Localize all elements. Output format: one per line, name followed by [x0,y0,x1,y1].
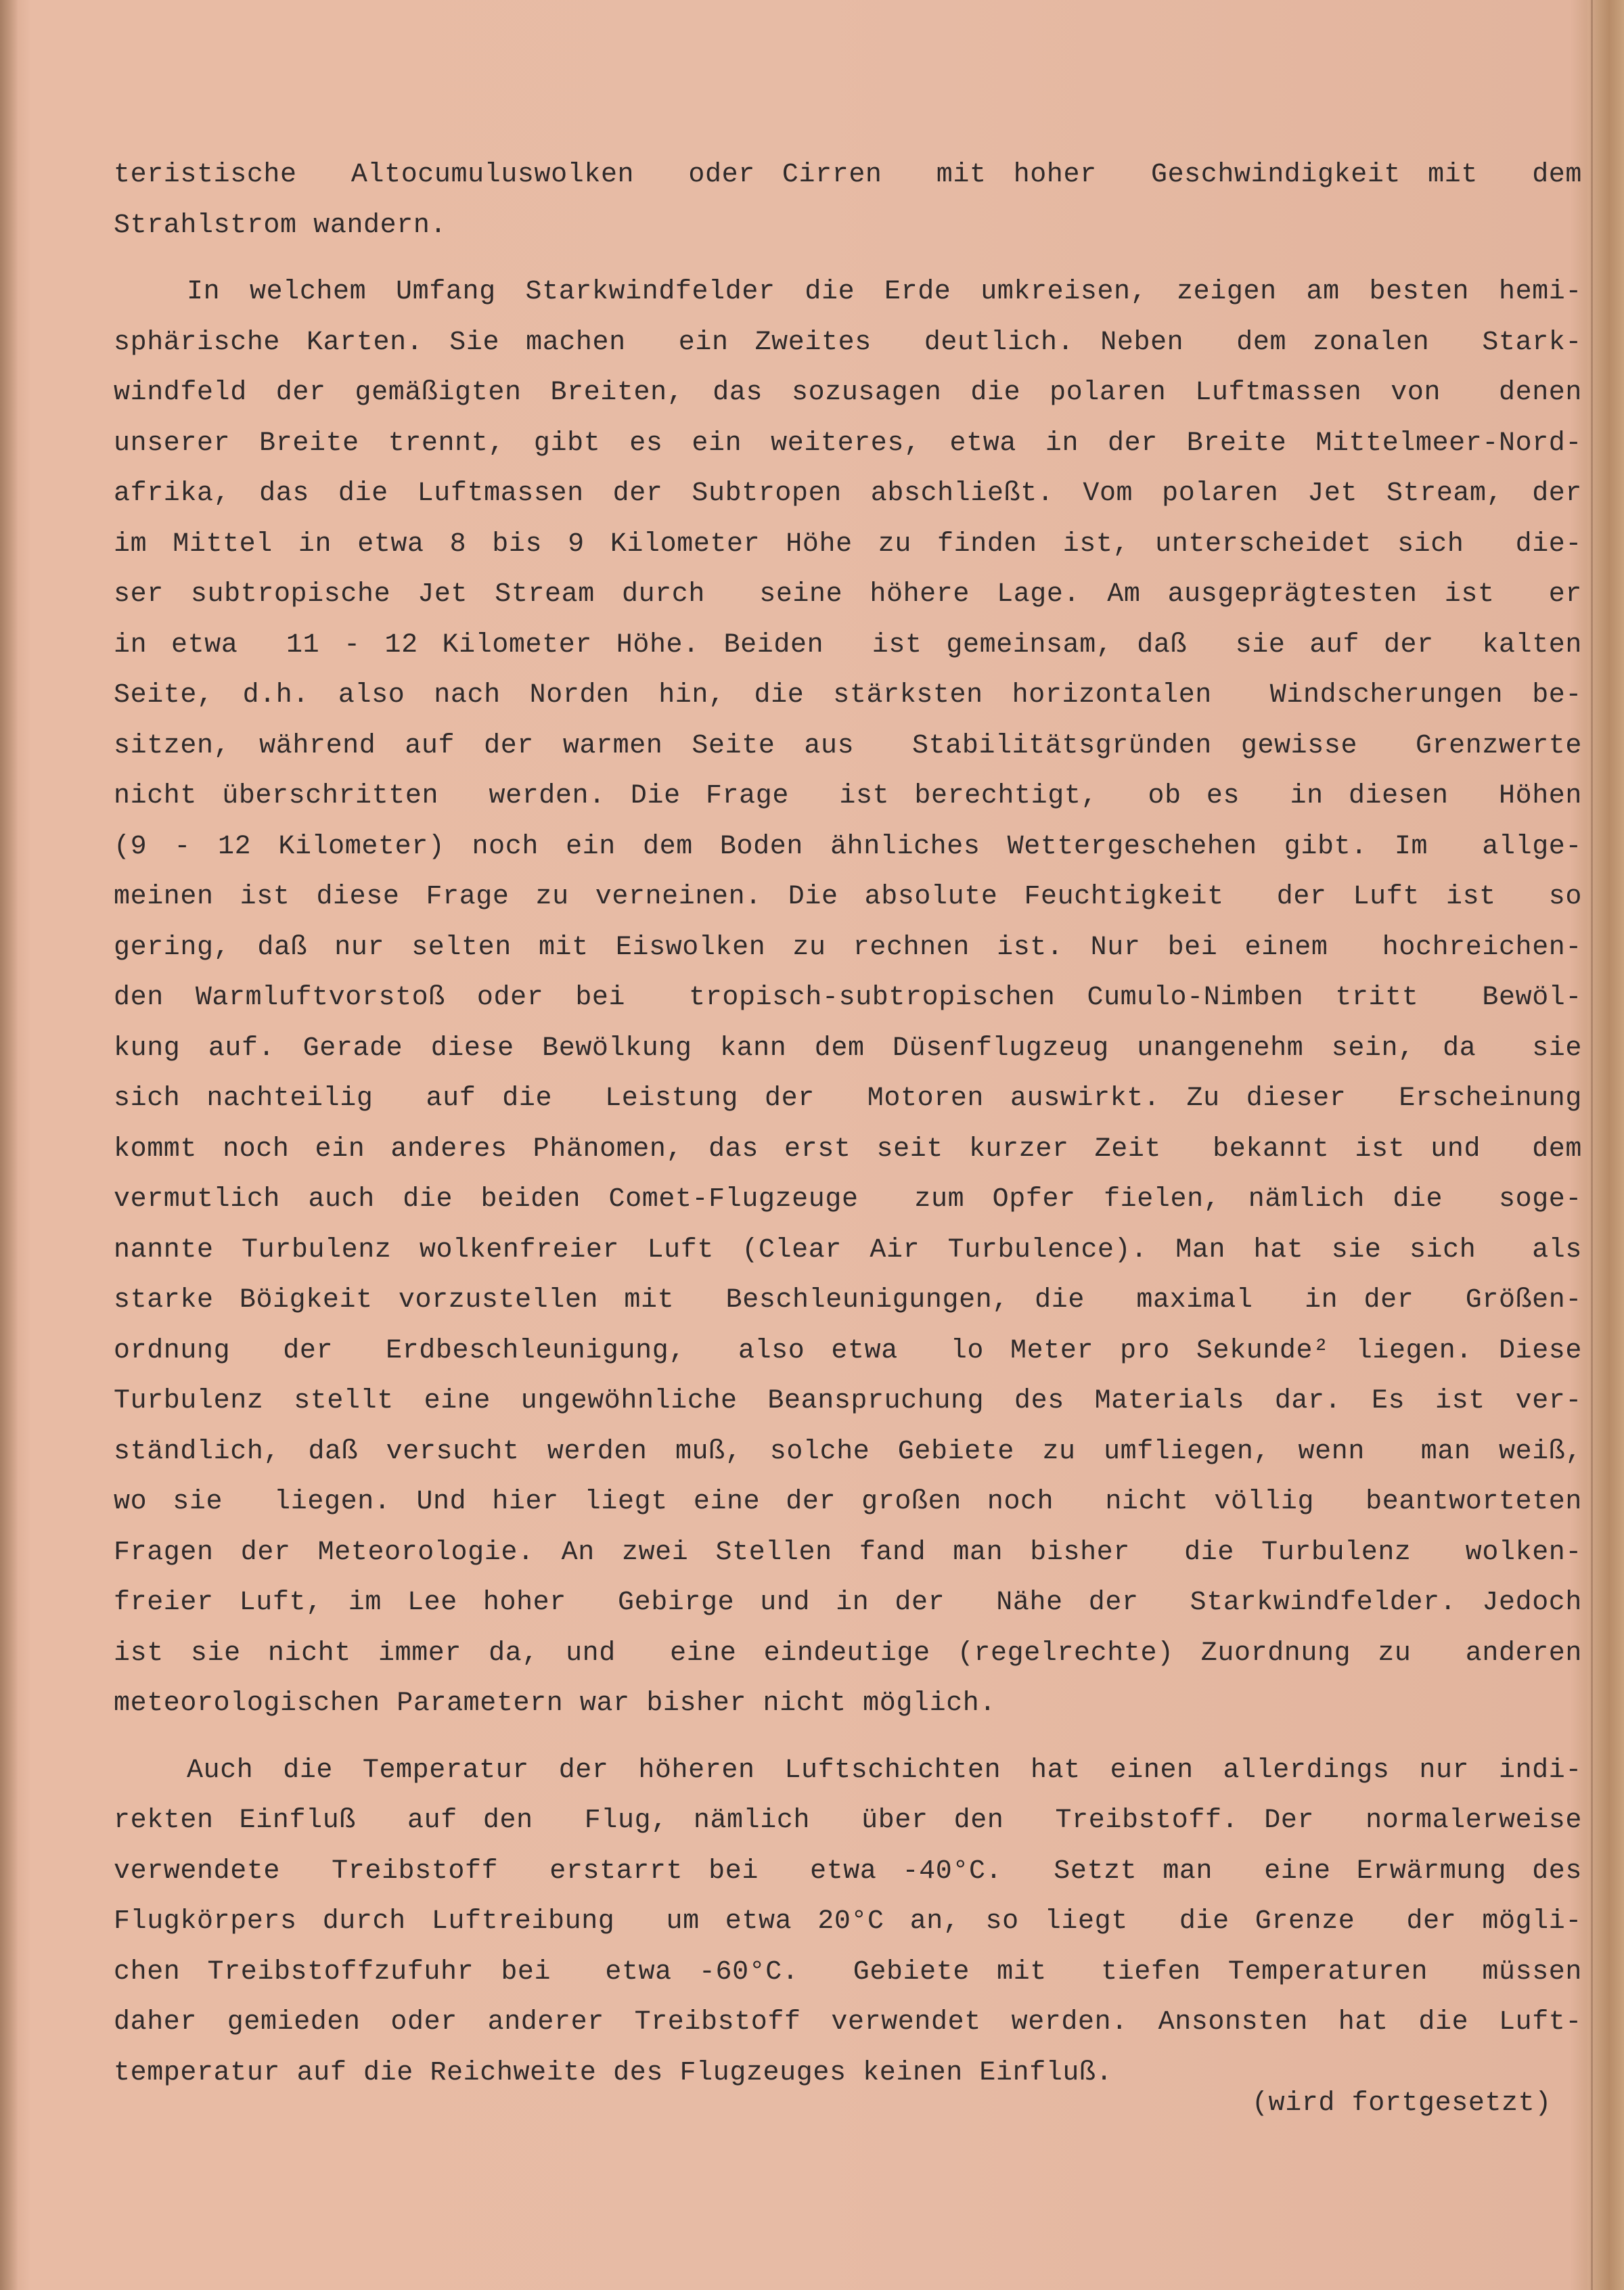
paragraph-3 [114,1746,1582,2099]
text-line: kommt noch ein anderes Phänomen, das erst seit kurzer Zeit bekannt ist und dem [114,1133,1582,1165]
text-line: starke Böigkeit vorzustellen mit Beschleunigungen, die maximal in der Größen- [114,1285,1582,1316]
typed-text-body [114,150,1582,2098]
text-line: rekten Einfluß auf den Flug, nämlich über den Treibstoff. Der normalerweise [114,1805,1582,1836]
text-line: im Mittel in etwa 8 bis 9 Kilometer Höhe zu finden ist, unterscheidet sich die- [114,529,1582,560]
page-right-edge [1587,0,1624,2290]
text-line: gering, daß nur selten mit Eiswolken zu rechnen ist. Nur bei einem hochreichen- [114,932,1582,963]
text-line: windfeld der gemäßigten Breiten, das sozusagen die polaren Luftmassen von denen [114,378,1582,408]
text-line: Seite, d.h. also nach Norden hin, die stärksten horizontalen Windscherungen be- [114,680,1582,711]
continuation-note: (wird fortgesetzt) [1252,2088,1552,2119]
text-line: sphärische Karten. Sie machen ein Zweites deutlich. Neben dem zonalen Stark- [114,327,1582,358]
text-line: nannte Turbulenz wolkenfreier Luft (Clear Air Turbulence). Man hat sie sich als [114,1234,1582,1265]
text-line: teristische Altocumuluswolken oder Cirren mit hoher Geschwindigkeit mit dem [114,160,1582,190]
text-line: nicht überschritten werden. Die Frage ist berechtigt, ob es in diesen Höhen [114,781,1582,811]
paragraph-2 [114,267,1582,1730]
text-line: freier Luft, im Lee hoher Gebirge und in der Nähe der Starkwindfelder. Jedoch [114,1588,1582,1618]
text-line: unserer Breite trennt, gibt es ein weiteres, etwa in der Breite Mittelmeer-Nord- [114,428,1582,459]
paragraph-1 [114,150,1582,251]
text-line: kung auf. Gerade diese Bewölkung kann dem Düsenflugzeug unangenehm sein, da sie [114,1033,1582,1064]
text-line: chen Treibstoffzufuhr bei etwa -60°C. Gebiete mit tiefen Temperaturen müssen [114,1956,1582,1988]
text-line: sich nachteilig auf die Leistung der Motoren auswirkt. Zu dieser Erscheinung [114,1083,1582,1114]
text-line: den Warmluftvorstoß oder bei tropisch-subtropischen Cumulo-Nimben tritt Bewöl- [114,983,1582,1013]
text-line: sitzen, während auf der warmen Seite aus Stabilitätsgründen gewisse Grenzwerte [114,730,1582,761]
text-line: ser subtropische Jet Stream durch seine höhere Lage. Am ausgeprägtesten ist er [114,579,1582,610]
text-line: temperatur auf die Reichweite des Flugzeuges keinen Einfluß. [114,2057,1113,2088]
text-line: ist sie nicht immer da, und eine eindeutige (regelrechte) Zuordnung zu anderen [114,1638,1582,1669]
text-line: wo sie liegen. Und hier liegt eine der großen noch nicht völlig beantworteten [114,1487,1582,1517]
text-line: meinen ist diese Frage zu verneinen. Die absolute Feuchtigkeit der Luft ist so [114,882,1582,912]
text-line: ordnung der Erdbeschleunigung, also etwa lo Meter pro Sekunde² liegen. Diese [114,1335,1582,1366]
text-line: in etwa 11 - 12 Kilometer Höhe. Beiden ist gemeinsam, daß sie auf der kalten [114,629,1582,660]
text-line: Fragen der Meteorologie. An zwei Stellen fand man bisher die Turbulenz wolken- [114,1537,1582,1568]
text-line: verwendete Treibstoff erstarrt bei etwa -40°C. Setzt man eine Erwärmung des [114,1856,1582,1887]
text-line: vermutlich auch die beiden Comet-Flugzeuge zum Opfer fielen, nämlich die soge- [114,1184,1582,1215]
page-fold-line [1591,0,1593,2290]
text-line: Auch die Temperatur der höheren Luftschichten hat einen allerdings nur indi- [187,1755,1582,1786]
text-line: ständlich, daß versucht werden muß, solche Gebiete zu umfliegen, wenn man weiß, [114,1436,1582,1467]
text-line: Flugkörpers durch Luftreibung um etwa 20°C an, so liegt die Grenze der mögli- [114,1906,1582,1937]
page-left-edge [0,0,18,2290]
text-line: (9 - 12 Kilometer) noch ein dem Boden ähnliches Wettergeschehen gibt. Im allge- [114,831,1582,862]
text-line: meteorologischen Parametern war bisher nicht möglich. [114,1688,997,1719]
text-line: daher gemieden oder anderer Treibstoff verwendet werden. Ansonsten hat die Luft- [114,2007,1582,2038]
text-line: Strahlstrom wandern. [114,210,447,241]
text-line: Turbulenz stellt eine ungewöhnliche Beanspruchung des Materials dar. Es ist ver- [114,1386,1582,1416]
text-line: In welchem Umfang Starkwindfelder die Erde umkreisen, zeigen am besten hemi- [187,277,1582,307]
text-line: afrika, das die Luftmassen der Subtropen abschließt. Vom polaren Jet Stream, der [114,478,1582,509]
